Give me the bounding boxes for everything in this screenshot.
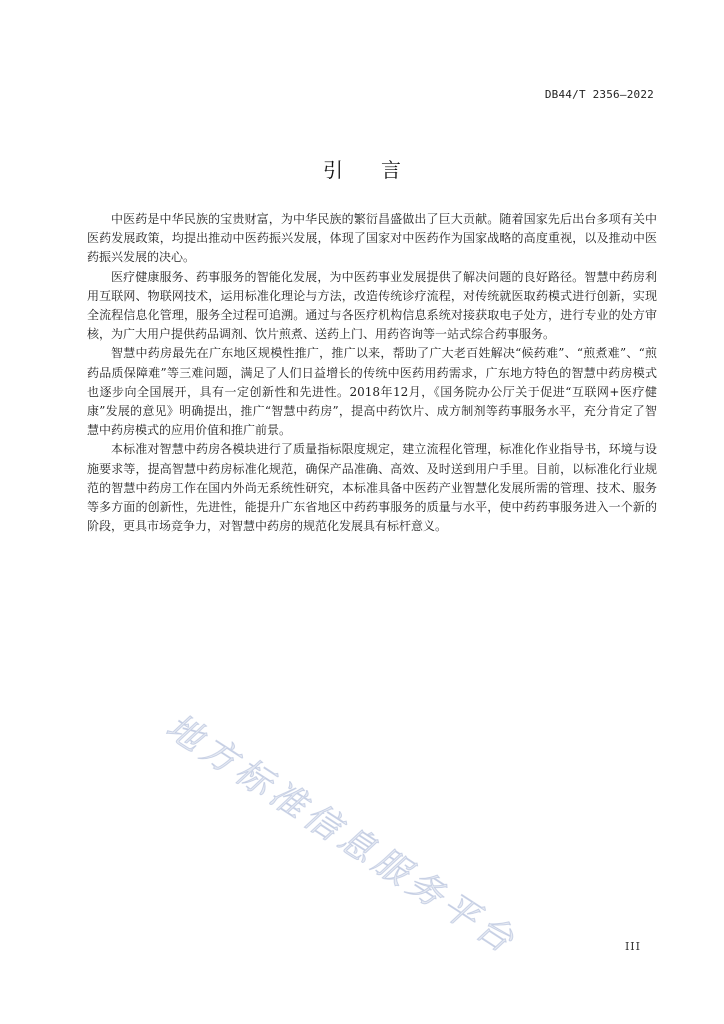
- paragraph: 中医药是中华民族的宝贵财富，为中华民族的繁衍昌盛做出了巨大贡献。随着国家先后出台多项有关中医药发展政策，均提出推动中医药振兴发展，体现了国家对中医药作为国家战略的高度重视，以及推动中医药振兴发展的决心。: [87, 212, 657, 265]
- watermark: 地方标准信息服务平台: [158, 706, 525, 964]
- page-title: 引言: [323, 158, 439, 182]
- paragraph: 医疗健康服务、药事服务的智能化发展，为中医药事业发展提供了解决问题的良好路径。智慧中药房利用互联网、物联网技术，运用标准化理论与方法，改造传统诊疗流程，对传统就医取药模式进行创新，实现全流程信息化管理，服务全过程可追溯。通过与各医疗机构信息系统对接获取电子处方，进行专业的处方审核，为广大用户提供药品调剂、饮片煎煮、送药上门、用药咨询等一站式综合药事服务。: [87, 269, 657, 342]
- document-body: [87, 210, 657, 536]
- paragraph: 本标准对智慧中药房各模块进行了质量指标限度规定，建立流程化管理，标准化作业指导书，环境与设施要求等，提高智慧中药房标准化规范，确保产品准确、高效、及时送到用户手里。目前，以标准化行业规范的智慧中药房工作在国内外尚无系统性研究，本标准具备中医药产业智慧化发展所需的管理、技术、服务等多方面的创新性，先进性，能提升广东省地区中药药事服务的质量与水平，使中药药事服务进入一个新的阶段，更具市场竞争力，对智慧中药房的规范化发展具有标杆意义。: [87, 442, 657, 534]
- paragraph: 智慧中药房最先在广东地区规模性推广，推广以来，帮助了广大老百姓解决“候药难”、“煎煮难”、“煎药品质保障难”等三难问题，满足了人们日益增长的传统中医药用药需求，广东地方特色的智慧中药房模式也逐步向全国展开，具有一定创新性和先进性。2018年12月，《国务院办公厅关于促进“互联网+医疗健康”发展的意见》明确提出，推广“智慧中药房”，提高中药饮片、成方制剂等药事服务水平，充分肯定了智慧中药房模式的应用价值和推广前景。: [87, 346, 657, 438]
- document-code: DB44/T 2356—2022: [544, 88, 654, 101]
- page-number: III: [624, 940, 641, 953]
